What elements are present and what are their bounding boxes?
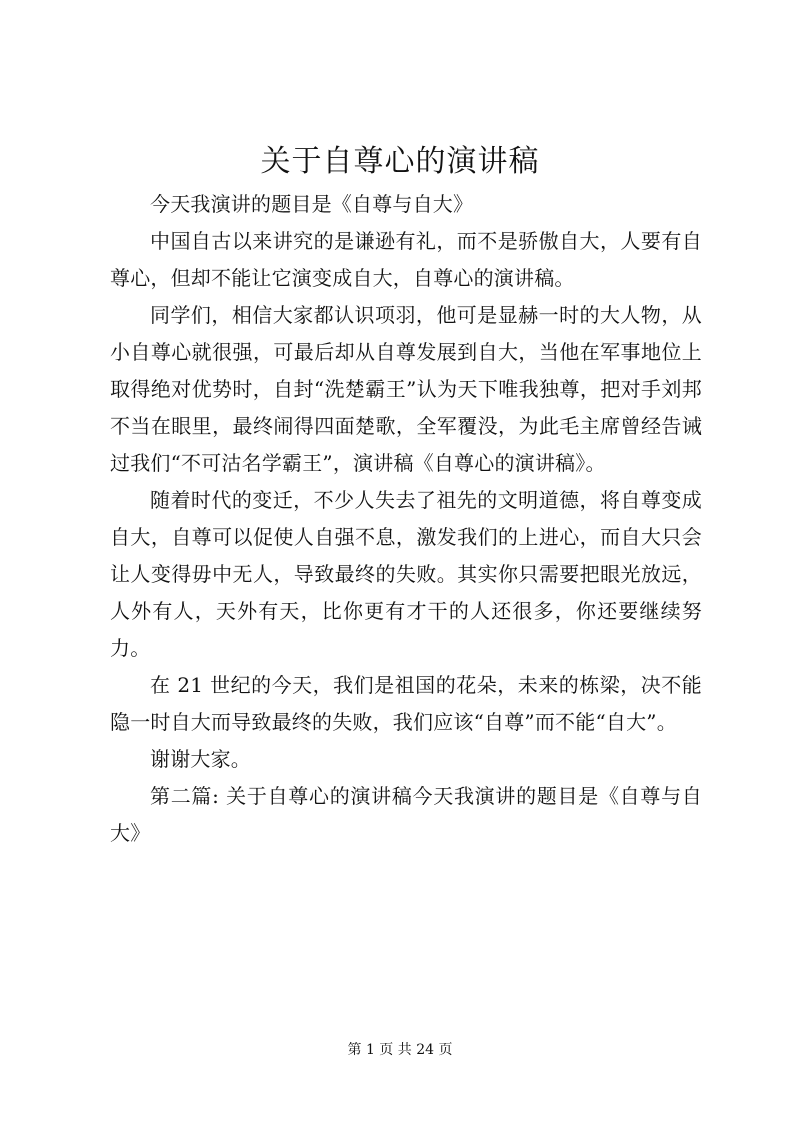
paragraph-second-part: 第二篇: 关于自尊心的演讲稿今天我演讲的题目是《自尊与自大》 bbox=[110, 784, 702, 845]
paragraph-topic: 今天我演讲的题目是《自尊与自大》 bbox=[150, 192, 474, 216]
paragraph-xiangyu: 同学们，相信大家都认识项羽，他可是显赫一时的大人物，从小自尊心就很强，可最后却从自尊发展到自大，当他在军事地位上取得绝对优势时，自封“洗楚霸王”认为天下唯我独尊，把对手刘邦不当在眼里，最终闹得四面楚歌，全军覆没，为此毛主席曾经告诫过我们“不可沽名学霸王”，演讲稿《自尊心的演讲稿》。 bbox=[110, 303, 702, 475]
page-number-footer: 第 1 页 共 24 页 bbox=[347, 1042, 453, 1058]
document-title: 关于自尊心的演讲稿 bbox=[260, 144, 540, 179]
document-body bbox=[110, 186, 702, 852]
paragraph-changes: 随着时代的变迁，不少人失去了祖先的文明道德，将自尊变成自大，自尊可以促使人自强不息，激发我们的上进心，而自大只会让人变得毋中无人，导致最终的失败。其实你只需要把眼光放远，人外有人，天外有天，比你更有才干的人还很多，你还要继续努力。 bbox=[110, 488, 702, 660]
paragraph-intro: 中国自古以来讲究的是谦逊有礼，而不是骄傲自大，人要有自尊心，但却不能让它演变成自大，自尊心的演讲稿。 bbox=[110, 229, 702, 290]
paragraph-today: 在 21 世纪的今天，我们是祖国的花朵，未来的栋梁，决不能隐一时自大而导致最终的失败，我们应该“自尊”而不能“自大”。 bbox=[110, 673, 702, 734]
paragraph-thanks: 谢谢大家。 bbox=[150, 747, 251, 771]
